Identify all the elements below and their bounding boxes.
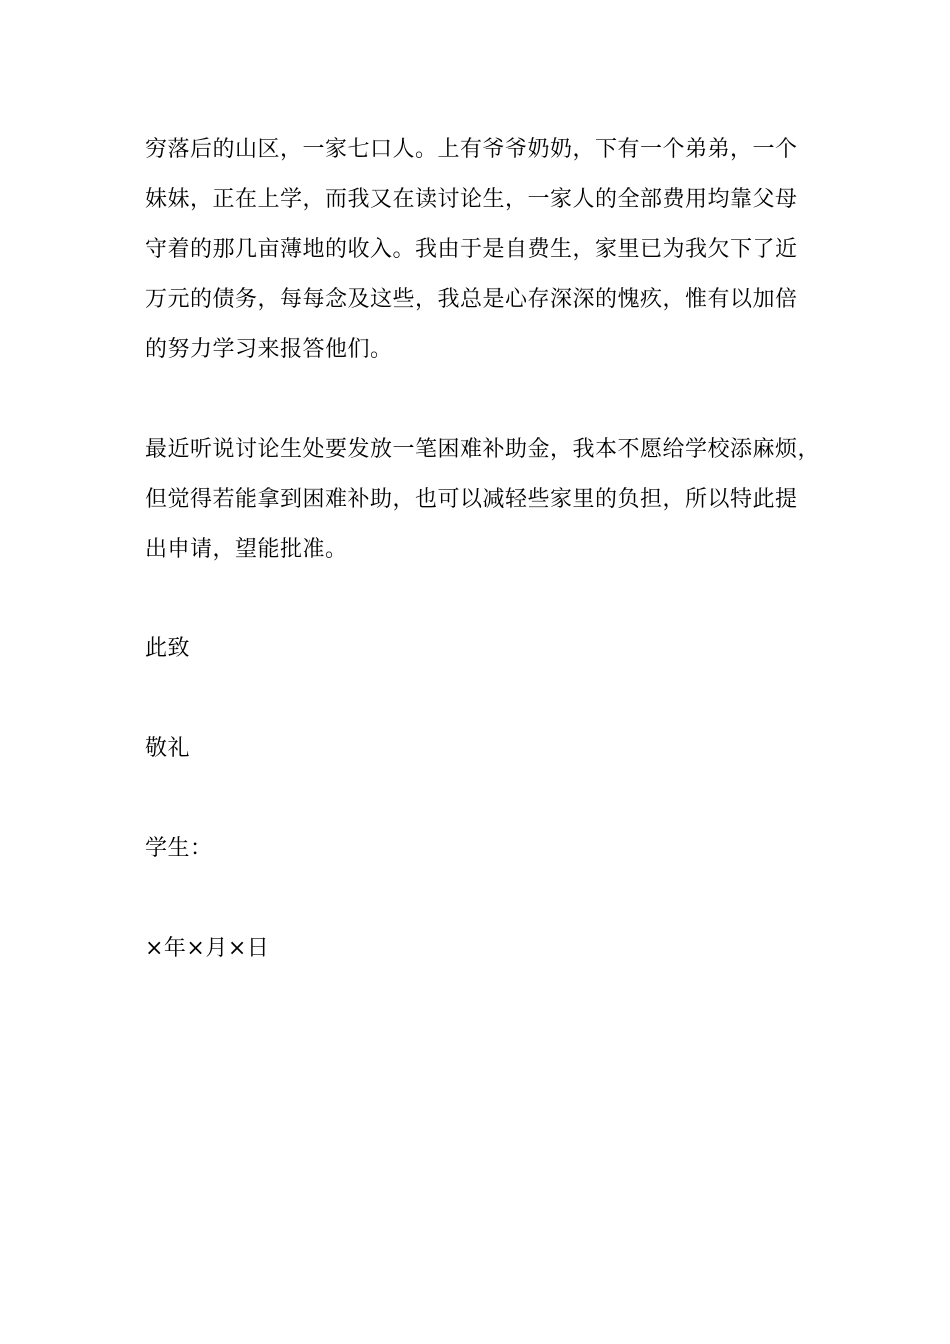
paragraph-2-line-2: 但觉得若能拿到困难补助，也可以减轻些家里的负担，所以特此提 [145, 487, 798, 512]
paragraph-1-line-4: 万元的债务，每每念及这些，我总是心存深深的愧疚，惟有以加倍 [145, 287, 798, 312]
signature-label: 学生： [145, 836, 213, 861]
paragraph-1-line-2: 妹妹，正在上学，而我又在读讨论生，一家人的全部费用均靠父母 [145, 187, 798, 212]
paragraph-1-line-3: 守着的那几亩薄地的收入。我由于是自费生，家里已为我欠下了近 [145, 237, 798, 262]
paragraph-2-line-3: 出申请，望能批准。 [145, 537, 348, 562]
date-line: ×年×月×日 [145, 936, 270, 961]
paragraph-2-line-1: 最近听说讨论生处要发放一笔困难补助金，我本不愿给学校添麻烦， [145, 437, 821, 462]
paragraph-1-line-5: 的努力学习来报答他们。 [145, 337, 393, 362]
closing-salutation: 此致 [145, 636, 191, 661]
paragraph-1-line-1: 穷落后的山区，一家七口人。上有爷爷奶奶，下有一个弟弟，一个 [145, 137, 798, 162]
closing-regards: 敬礼 [145, 736, 191, 761]
